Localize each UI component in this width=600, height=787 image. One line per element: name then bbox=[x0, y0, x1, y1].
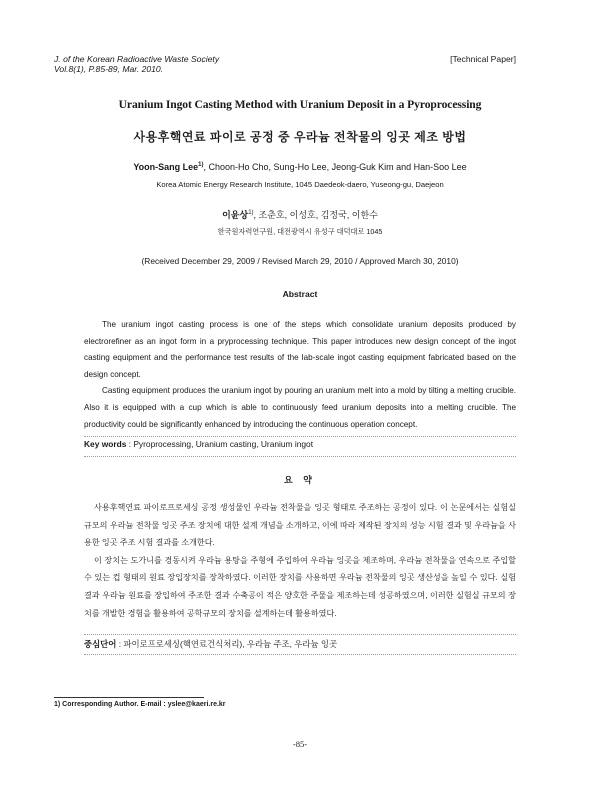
english-keywords bbox=[84, 439, 516, 449]
abstract-body bbox=[84, 317, 516, 433]
korean-keywords-label: 중심단어 bbox=[84, 639, 117, 649]
co-authors-ko: , 조춘호, 이성호, 김정국, 이한수 bbox=[253, 210, 378, 220]
abstract-paragraph: The uranium ingot casting process is one of the steps which consolidate uranium deposits produced by electrorefiner as an ingot form in a pryprocessing technique. This paper introduces new design concept of the ingot casting equipment and the performance test results of the lab-scale ingot casting equipment fabricated based on the design concept. bbox=[84, 320, 516, 379]
korean-abstract-paragraph: 사용후핵연료 파이로프로세싱 공정 생성물인 우라늄 전착물을 잉곳 형태로 주조하는 공정이 있다. 이 논문에서는 실험실 규모의 우라늄 전착물 잉곳 주조 장치에 대한 설계 개념을 소개하고, 이에 따라 제작된 장치의 성능 시험 결과 및 우라늄을 사용한 잉곳 주조 시험 결과를 소개한다. bbox=[84, 503, 516, 548]
abstract-paragraph: Casting equipment produces the uranium ingot by pouring an uranium melt into a mold by tilting a melting crucible. Also it is equipped with a cup which is able to continuously feed uranium deposits into a melting crucible. The productivity could be significantly enhanced by introducing the continuous operation concept. bbox=[84, 386, 516, 429]
journal-name: J. of the Korean Radioactive Waste Society bbox=[54, 54, 220, 64]
korean-title: 사용후핵연료 파이로 공정 중 우라늄 전착물의 잉곳 제조 방법 bbox=[133, 130, 467, 144]
korean-affiliation: 한국원자력연구원, 대전광역시 유성구 대덕대로 1045 bbox=[217, 227, 383, 236]
page-number: -85- bbox=[292, 739, 308, 749]
co-authors: , Choon-Ho Cho, Sung-Ho Lee, Jeong-Guk Kim and Han-Soo Lee bbox=[203, 162, 467, 172]
korean-abstract-body bbox=[84, 499, 516, 622]
korean-keywords-value: 파이로프로세싱(핵연료건식처리), 우라늄 주조, 우라늄 잉곳 bbox=[123, 639, 338, 649]
journal-volume: Vol.8(1), P.85-89, Mar. 2010. bbox=[54, 64, 164, 74]
received-dates: (Received December 29, 2009 / Revised March 29, 2010 / Approved March 30, 2010) bbox=[141, 256, 459, 266]
footnote-rule bbox=[54, 697, 204, 698]
lead-author-mark-ko: 1) bbox=[248, 210, 254, 216]
lead-author: Yoon-Sang Lee bbox=[133, 162, 199, 172]
korean-abstract-paragraph: 이 장치는 도가니를 경동시켜 우라늄 용탕을 주형에 주입하여 우라늄 잉곳을 제조하며, 우라늄 전착물을 연속으로 주입할 수 있는 컵 형태의 원료 장입장치를 장착하였다. 이러한 장치를 사용하면 우라늄 전착물의 잉곳 생산성을 높일 수 있다. 실험 결과 우라늄 원료를 장입하여 주조한 결과 수축공이 적은 양호한 주물을 제조하는데 성공하였으며, 이러한 실험실 규모의 장치를 개발한 경험을 활용하여 공학규모의 장치를 설계하는데 활용하였다. bbox=[84, 555, 516, 618]
english-authors bbox=[0, 162, 600, 172]
divider bbox=[84, 634, 516, 635]
footnote bbox=[54, 701, 226, 708]
keywords-value: Pyroprocessing, Uranium casting, Uranium ingot bbox=[133, 439, 314, 449]
divider bbox=[84, 456, 516, 457]
footnote-email[interactable]: yslee@kaeri.re.kr bbox=[167, 701, 226, 708]
lead-author-ko: 이윤상 bbox=[222, 210, 249, 220]
korean-authors bbox=[0, 208, 600, 221]
english-title: Uranium Ingot Casting Method with Uranium Deposit in a Pyroprocessing bbox=[118, 98, 482, 111]
footnote-label: 1) Corresponding Author. E-mail : bbox=[54, 701, 168, 708]
korean-keywords-separator: : bbox=[116, 639, 124, 649]
english-affiliation: Korea Atomic Energy Research Institute, 1045 Daedeok-daero, Yuseong-gu, Daejeon bbox=[156, 180, 444, 189]
korean-keywords bbox=[84, 638, 516, 650]
journal-citation bbox=[54, 54, 219, 74]
paper-type-label: [Technical Paper] bbox=[450, 54, 516, 64]
divider bbox=[84, 436, 516, 437]
korean-abstract-heading: 요 약 bbox=[284, 475, 316, 485]
abstract-heading: Abstract bbox=[282, 289, 318, 299]
lead-author-mark: 1) bbox=[198, 162, 204, 168]
keywords-label: Key words bbox=[84, 439, 127, 449]
divider bbox=[84, 654, 516, 655]
keywords-separator: : bbox=[126, 439, 134, 449]
